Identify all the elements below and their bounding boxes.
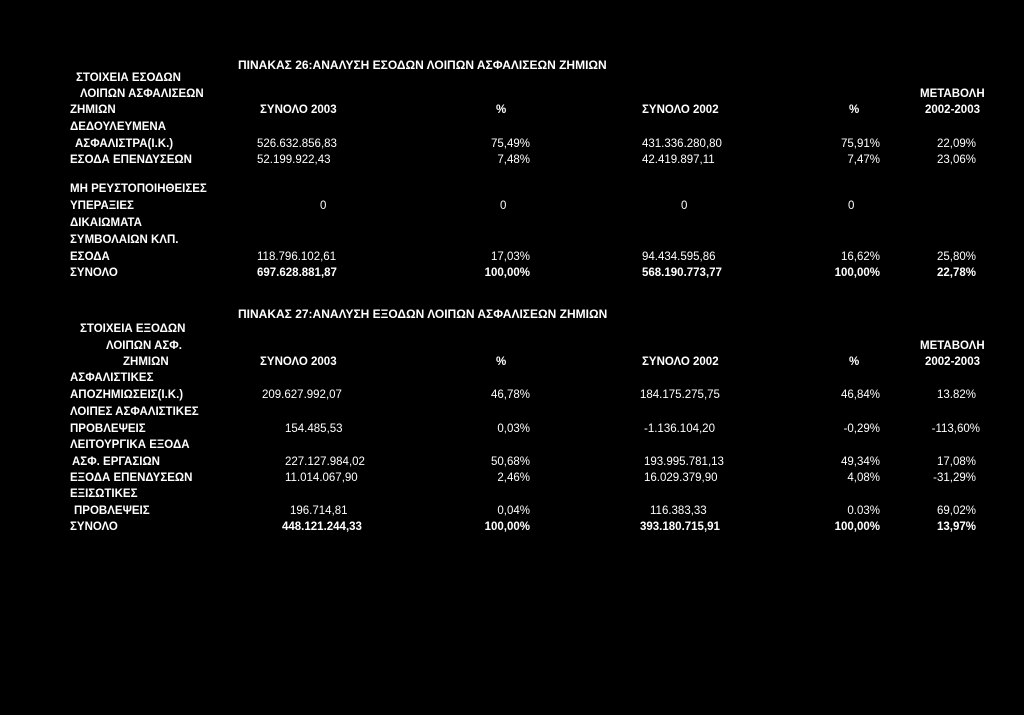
table26-header-label: ΛΟΙΠΩΝ ΑΣΦΑΛΙΣΕΩΝ — [80, 88, 204, 100]
table27-row-label: ΛΟΙΠΕΣ ΑΣΦΑΛΙΣΤΙΚΕΣ — [70, 406, 199, 418]
table27-pct-2003: 0,04% — [497, 505, 530, 517]
table26-value-2003: 697.628.881,87 — [257, 267, 337, 279]
table26-value-2002: 568.190.773,77 — [642, 267, 722, 279]
table27-pct-2003: 50,68% — [490, 456, 530, 468]
table26-row-label: ΕΣΟΔΑ ΕΠΕΝΔΥΣΕΩΝ — [70, 154, 192, 166]
table27-change: -31,29% — [933, 472, 976, 484]
table27-row-label: ΠΡΟΒΛΕΨΕΙΣ — [74, 505, 150, 517]
table27-value-2003: 154.485,53 — [285, 423, 343, 435]
table26-pct-2003: 100,00% — [484, 267, 530, 279]
table26-pct-2003: 7,48% — [497, 154, 530, 166]
table26-pct-2003: 0 — [500, 200, 507, 212]
table26-title: ΠΙΝΑΚΑΣ 26:ΑΝΑΛΥΣΗ ΕΣΟΔΩΝ ΛΟΙΠΩΝ ΑΣΦΑΛΙΣΕΩΝ ΖΗΜΙΩΝ — [238, 58, 607, 72]
table27-header-change: 2002-2003 — [925, 356, 980, 368]
table27-row-label: ΕΞΟΔΑ ΕΠΕΝΔΥΣΕΩΝ — [70, 472, 193, 484]
table27-header-total-2002: ΣΥΝΟΛΟ 2002 — [642, 356, 719, 368]
table27-pct-2003: 46,78% — [490, 389, 530, 401]
table26-change: 22,09% — [936, 138, 976, 150]
table26-header-total-2002: ΣΥΝΟΛΟ 2002 — [642, 104, 719, 116]
table26-value-2002: 0 — [681, 200, 688, 212]
table26-row-label: ΑΣΦΑΛΙΣΤΡΑ(Ι.Κ.) — [75, 138, 174, 150]
table27-row-label: ΛΕΙΤΟΥΡΓΙΚΑ ΕΞΟΔΑ — [70, 439, 190, 451]
table27-row-label: ΠΡΟΒΛΕΨΕΙΣ — [70, 423, 146, 435]
table26-value-2003: 0 — [320, 200, 327, 212]
table27-header-label: ΖΗΜΙΩΝ — [123, 356, 169, 368]
table26-header-total-2003: ΣΥΝΟΛΟ 2003 — [260, 104, 337, 116]
table27-value-2002: 116.383,33 — [650, 505, 707, 517]
table26-row-label: ΣΥΜΒΟΛΑΙΩΝ ΚΛΠ. — [70, 234, 179, 246]
table26-value-2003: 526.632.856,83 — [257, 138, 337, 150]
table27-change: -113,60% — [931, 423, 980, 435]
table27-pct-2002: 0.03% — [847, 505, 880, 517]
table27-row-label: ΑΣΦ. ΕΡΓΑΣΙΩΝ — [72, 456, 160, 468]
table26-value-2002: 431.336.280,80 — [642, 138, 722, 150]
table27-value-2003: 227.127.984,02 — [285, 456, 365, 468]
table26-pct-2003: 75,49% — [490, 138, 530, 150]
table27-row-label: ΑΣΦΑΛΙΣΤΙΚΕΣ — [70, 372, 154, 384]
table26-header-label: ΖΗΜΙΩΝ — [70, 104, 116, 116]
table26-value-2002: 42.419.897,11 — [642, 154, 715, 166]
table27-title: ΠΙΝΑΚΑΣ 27:ΑΝΑΛΥΣΗ ΕΞΟΔΩΝ ΛΟΙΠΩΝ ΑΣΦΑΛΙΣΕΩΝ ΖΗΜΙΩΝ — [238, 307, 608, 321]
table27-value-2002: -1.136.104,20 — [644, 423, 715, 435]
table26-header-pct-2003: % — [496, 104, 507, 116]
table26-header-label: ΣΤΟΙΧΕΙΑ ΕΣΟΔΩΝ — [76, 72, 181, 84]
table26-pct-2002: 75,91% — [840, 138, 880, 150]
table27-change: 17,08% — [936, 456, 976, 468]
table26-pct-2002: 0 — [848, 200, 855, 212]
table27-value-2002: 184.175.275,75 — [640, 389, 720, 401]
table26-change: 25,80% — [936, 251, 976, 263]
table26-row-label: ΜΗ ΡΕΥΣΤΟΠΟΙΗΘΕΙΣΕΣ — [70, 183, 207, 195]
table26-row-label: ΔΙΚΑΙΩΜΑΤΑ — [70, 217, 142, 229]
table27-row-label: ΣΥΝΟΛΟ — [70, 521, 118, 533]
table26-row-label: ΔΕΔΟΥΛΕΥΜΕΝΑ — [70, 121, 167, 133]
table27-header-pct-2003: % — [496, 356, 507, 368]
table27-pct-2002: 49,34% — [840, 456, 880, 468]
table27-pct-2002: -0,29% — [843, 423, 880, 435]
table27-pct-2002: 100,00% — [834, 521, 880, 533]
table27-value-2003: 11.014.067,90 — [285, 472, 358, 484]
table27-header-label: ΣΤΟΙΧΕΙΑ ΕΞΟΔΩΝ — [80, 323, 186, 335]
table27-header-label: ΛΟΙΠΩΝ ΑΣΦ. — [106, 340, 182, 352]
table26-header-change: 2002-2003 — [925, 104, 980, 116]
table27-value-2003: 196.714,81 — [290, 505, 348, 517]
table26-row-label: ΣΥΝΟΛΟ — [70, 267, 118, 279]
table27-header-total-2003: ΣΥΝΟΛΟ 2003 — [260, 356, 337, 368]
table26-header-change: ΜΕΤΑΒΟΛΗ — [920, 88, 985, 100]
table27-pct-2003: 100,00% — [484, 521, 530, 533]
table27-pct-2003: 2,46% — [497, 472, 530, 484]
table27-row-label: ΕΞΙΣΩΤΙΚΕΣ — [70, 488, 138, 500]
table26-value-2002: 94.434.595,86 — [642, 251, 716, 263]
table26-change: 23,06% — [936, 154, 976, 166]
table27-pct-2003: 0,03% — [497, 423, 530, 435]
table27-value-2003: 448.121.244,33 — [282, 521, 362, 533]
table27-value-2003: 209.627.992,07 — [262, 389, 342, 401]
table26-row-label: ΥΠΕΡΑΞΙΕΣ — [70, 200, 134, 212]
table27-change: 69,02% — [936, 505, 976, 517]
table26-value-2003: 118.796.102,61 — [257, 251, 337, 263]
table27-value-2002: 16.029.379,90 — [644, 472, 718, 484]
table26-pct-2003: 17,03% — [490, 251, 530, 263]
table27-pct-2002: 46,84% — [840, 389, 880, 401]
table26-pct-2002: 7,47% — [847, 154, 880, 166]
table26-header-pct-2002: % — [849, 104, 860, 116]
table26-value-2003: 52.199.922,43 — [257, 154, 331, 166]
table26-pct-2002: 16,62% — [840, 251, 880, 263]
table27-header-change: ΜΕΤΑΒΟΛΗ — [920, 340, 985, 352]
table27-value-2002: 393.180.715,91 — [640, 521, 720, 533]
table27-header-pct-2002: % — [849, 356, 860, 368]
table26-change: 22,78% — [936, 267, 976, 279]
table27-change: 13,97% — [936, 521, 976, 533]
table27-change: 13.82% — [936, 389, 976, 401]
table26-pct-2002: 100,00% — [834, 267, 880, 279]
table27-value-2002: 193.995.781,13 — [644, 456, 724, 468]
table26-row-label: ΕΣΟΔΑ — [70, 251, 110, 263]
table27-row-label: ΑΠΟΖΗΜΙΩΣΕΙΣ(Ι.Κ.) — [70, 389, 184, 401]
table27-pct-2002: 4,08% — [847, 472, 880, 484]
